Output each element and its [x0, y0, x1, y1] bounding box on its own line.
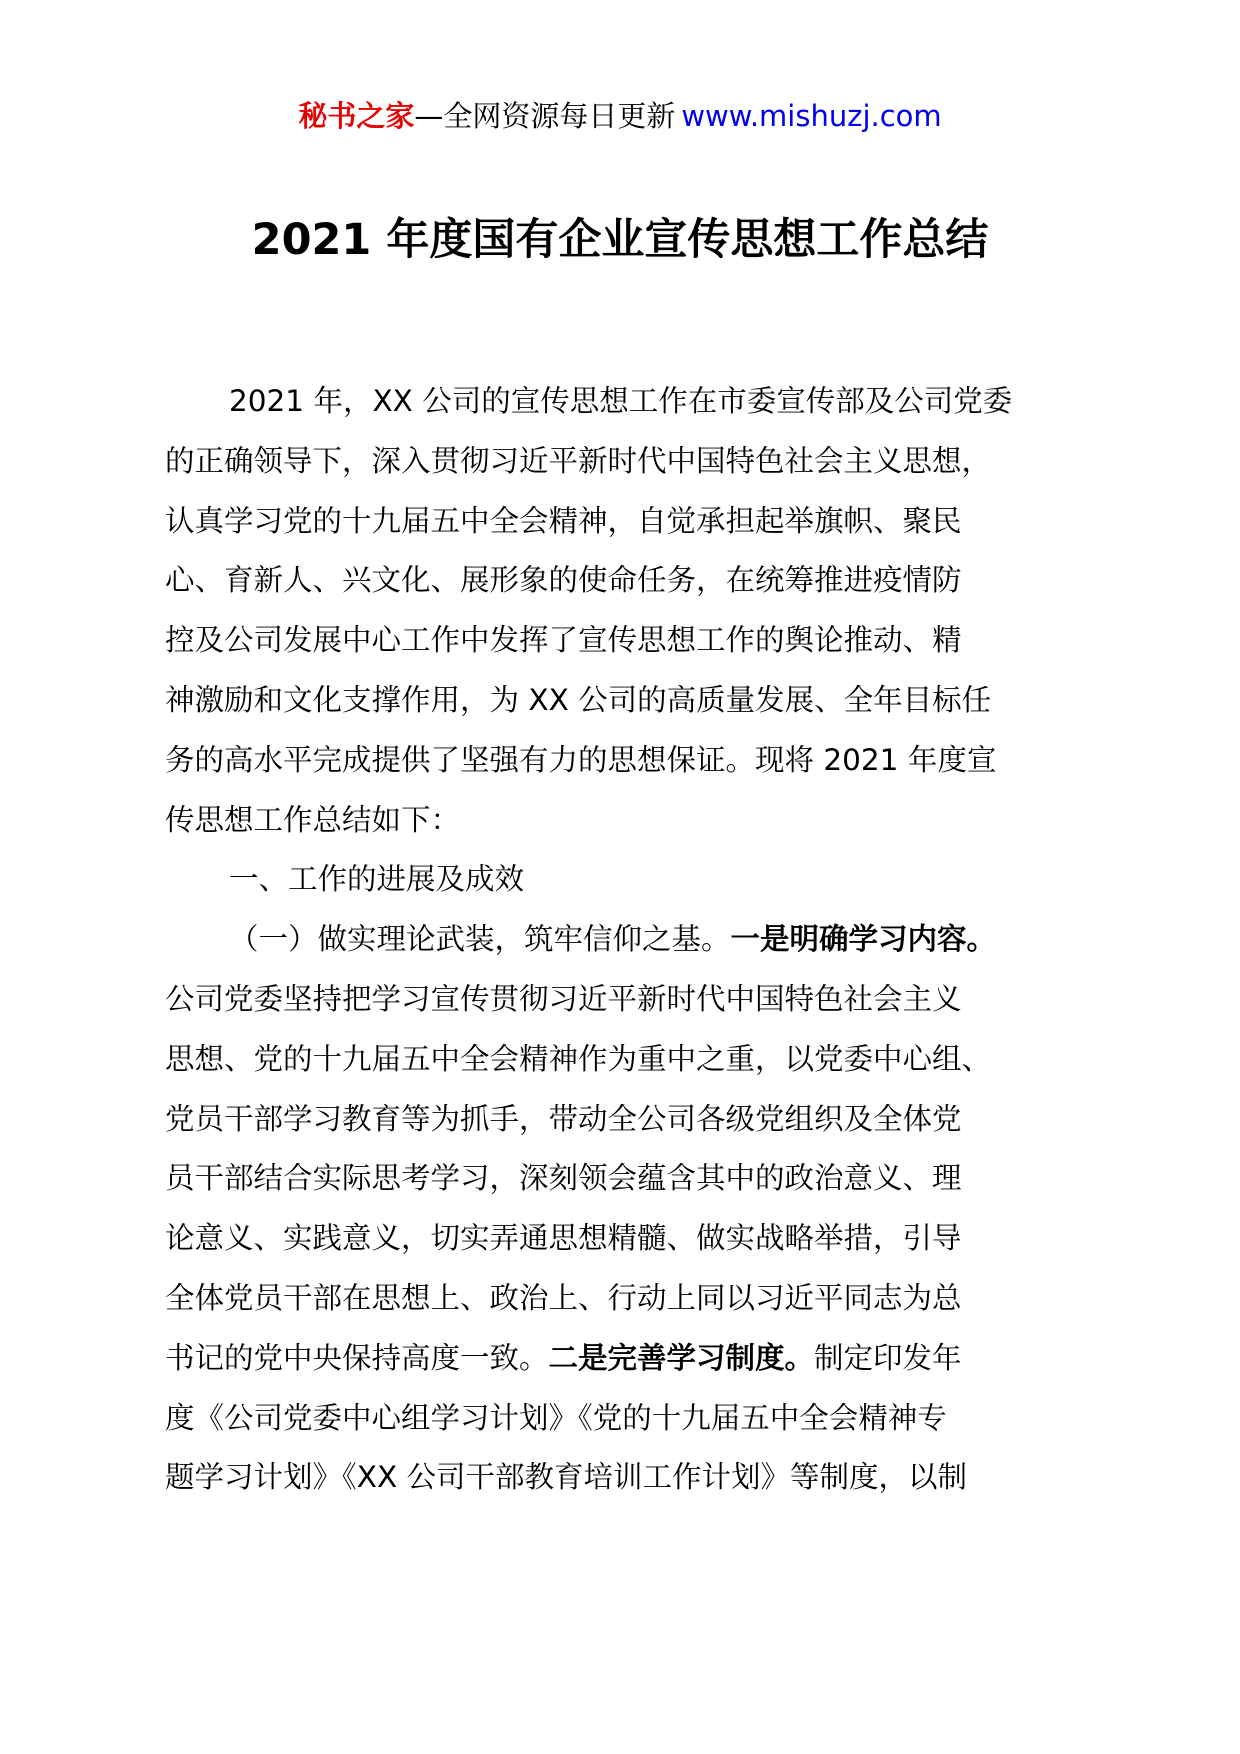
paragraph-line: 论意义、实践意义，切实弄通思想精髓、做实战略举措，引导: [165, 1221, 962, 1256]
site-url-link[interactable]: www.mishuzj.com: [681, 99, 942, 133]
bold-lead-phrase: 一是明确学习内容。: [730, 922, 997, 957]
document-body: [165, 372, 1105, 1508]
paragraph-line: 的正确领导下，深入贯彻习近平新时代中国特色社会主义思想，: [165, 443, 992, 478]
paragraph-line: 传思想工作总结如下：: [165, 802, 461, 837]
paragraph-line: 心、育新人、兴文化、展形象的使命任务，在统筹推进疫情防: [165, 563, 962, 598]
brand-name: 秘书之家: [298, 99, 415, 133]
subsection-line: [165, 910, 1105, 970]
document-title: 2021 年度国有企业宣传思想工作总结: [251, 215, 989, 265]
paragraph-line: 神激励和文化支撑作用，为 XX 公司的高质量发展、全年目标任: [165, 682, 992, 717]
bold-lead-phrase: 二是完善学习制度。: [548, 1340, 815, 1375]
paragraph-line: 全体党员干部在思想上、政治上、行动上同以习近平同志为总: [165, 1280, 962, 1315]
paragraph-line: 度《公司党委中心组学习计划》《党的十九届五中全会精神专: [165, 1400, 947, 1435]
paragraph-line: 2021 年，XX 公司的宣传思想工作在市委宣传部及公司党委: [229, 384, 1013, 418]
subsection-heading: （一）做实理论武装，筑牢信仰之基。: [229, 922, 731, 957]
paragraph-line: 党员干部学习教育等为抓手，带动全公司各级党组织及全体党: [165, 1101, 962, 1136]
paragraph-line: 务的高水平完成提供了坚强有力的思想保证。现将 2021 年度宣: [165, 742, 997, 777]
paragraph-line: 公司党委坚持把学习宣传贯彻习近平新时代中国特色社会主义: [165, 981, 962, 1016]
paragraph-line: 题学习计划》《XX 公司干部教育培训工作计划》等制度，以制: [165, 1460, 968, 1495]
text-run: 书记的党中央保持高度一致。: [165, 1340, 549, 1375]
paragraph-line: [165, 1329, 1105, 1389]
site-banner: [0, 96, 1240, 136]
paragraph-line: 思想、党的十九届五中全会精神作为重中之重，以党委中心组、: [165, 1041, 992, 1076]
text-run: 制定印发年: [814, 1340, 962, 1375]
paragraph-line: 员干部结合实际思考学习，深刻领会蕴含其中的政治意义、理: [165, 1161, 962, 1196]
paragraph-line: 控及公司发展中心工作中发挥了宣传思想工作的舆论推动、精: [165, 623, 962, 658]
paragraph-line: 认真学习党的十九届五中全会精神，自觉承担起举旗帜、聚民: [165, 503, 962, 538]
section-heading: 一、工作的进展及成效: [229, 862, 525, 897]
banner-tagline: —全网资源每日更新: [414, 99, 676, 133]
